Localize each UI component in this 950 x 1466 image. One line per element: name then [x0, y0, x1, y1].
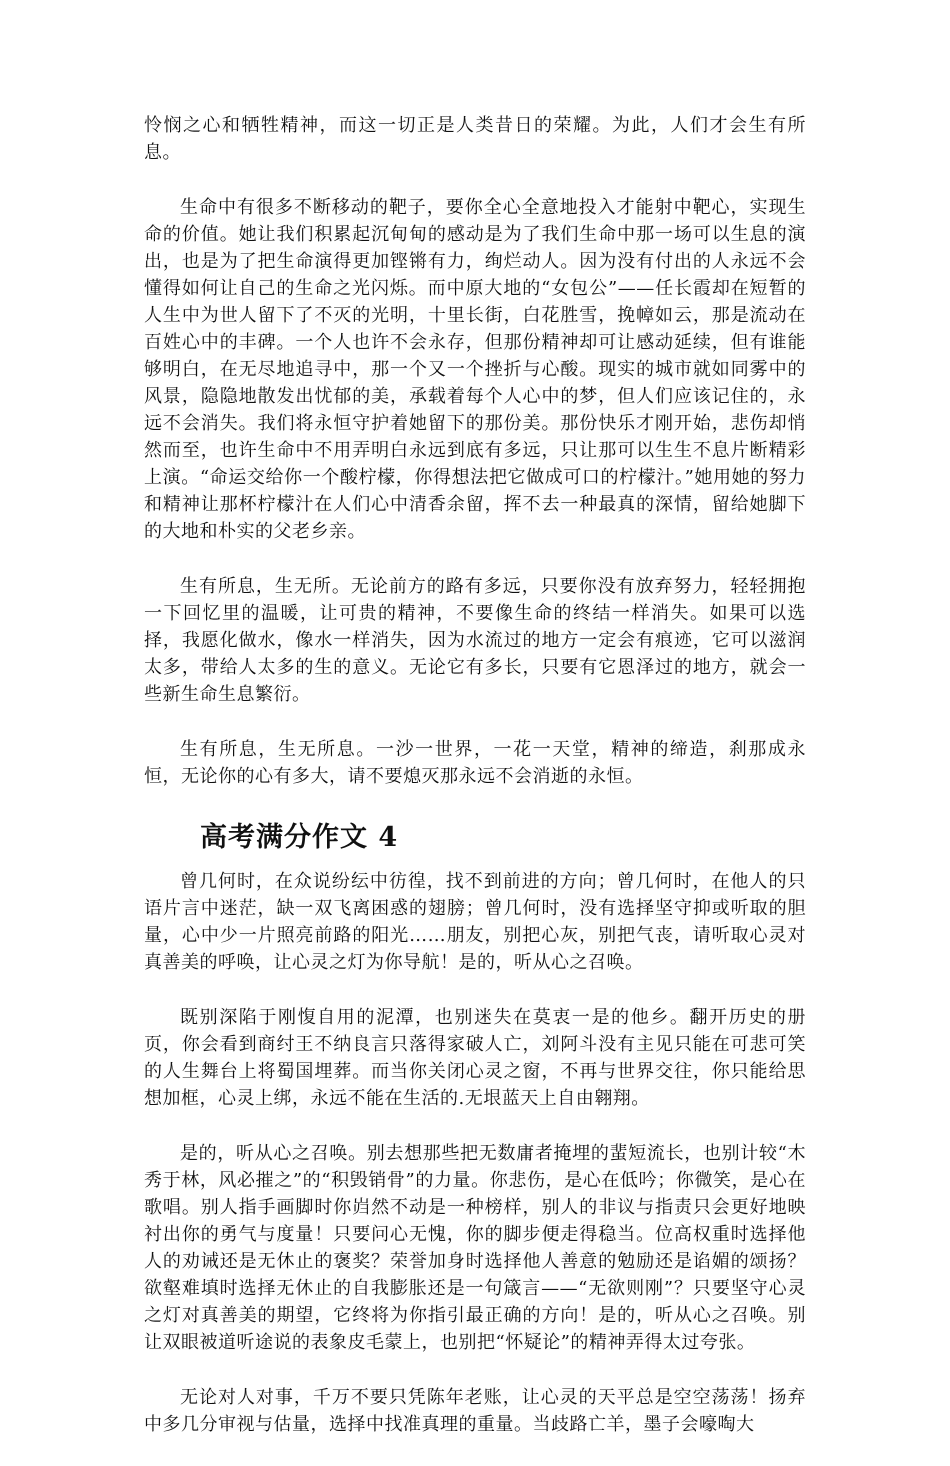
document-page [144, 112, 806, 1466]
paragraph: 生命中有很多不断移动的靶子，要你全心全意地投入才能射中靶心，实现生命的价值。她让我们积累起沉甸甸的感动是为了我们生命中那一场可以生息的演出，也是为了把生命演得更加铿锵有力，绚烂动人。因为没有付出的人永远不会懂得如何让自己的生命之光闪烁。而中原大地的“女包公”——任长霞却在短暂的人生中为世人留下了不灭的光明，十里长街，白花胜雪，挽幛如云，那是流动在百姓心中的丰碑。一个人也许不会永存，但那份精神却可让感动延续，但有谁能够明白，在无尽地追寻中，那一个又一个挫折与心酸。现实的城市就如同雾中的风景，隐隐地散发出忧郁的美，承载着每个人心中的梦，但人们应该记住的，永远不会消失。我们将永恒守护着她留下的那份美。那份快乐才刚开始，悲伤却悄然而至，也许生命中不用弄明白永远到底有多远，只让那可以生生不息片断精彩上演。“命运交给你一个酸柠檬，你得想法把它做成可口的柠檬汁。”她用她的努力和精神让那杯柠檬汁在人们心中清香余留，挥不去一种最真的深情，留给她脚下的大地和朴实的父老乡亲。 [144, 197, 806, 542]
paragraph-continued: 怜悯之心和牺牲精神，而这一切正是人类昔日的荣耀。为此，人们才会生有所息。 [144, 115, 806, 163]
paragraph: 生有所息，生无所息。一沙一世界，一花一天堂，精神的缔造，刹那成永恒，无论你的心有多大，请不要熄灭那永远不会消逝的永恒。 [144, 739, 806, 787]
paragraph: 既别深陷于刚愎自用的泥潭，也别迷失在莫衷一是的他乡。翻开历史的册页，你会看到商纣王不纳良言只落得家破人亡，刘阿斗没有主见只能在可悲可笑的人生舞台上将蜀国埋葬。而当你关闭心灵之窗，不再与世界交往，你只能给思想加框，心灵上绑，永远不能在生活的.无垠蓝天上自由翱翔。 [144, 1007, 806, 1109]
paragraph: 无论对人对事，千万不要只凭陈年老账，让心灵的天平总是空空荡荡！扬弃中多几分审视与估量，选择中找准真理的重量。当歧路亡羊，墨子会嚎啕大 [144, 1387, 806, 1435]
paragraph: 生有所息，生无所。无论前方的路有多远，只要你没有放弃努力，轻轻拥抱一下回忆里的温暖，让可贵的精神，不要像生命的终结一样消失。如果可以选择，我愿化做水，像水一样消失，因为水流过的地方一定会有痕迹，它可以滋润太多，带给人太多的生的意义。无论它有多长，只要有它恩泽过的地方，就会一些新生命生息繁衍。 [144, 576, 806, 705]
paragraph: 是的，听从心之召唤。别去想那些把无数庸者掩埋的蜚短流长，也别计较“木秀于林，风必摧之”的“积毁销骨”的力量。你悲伤，是心在低吟；你微笑，是心在歌唱。别人指手画脚时你岿然不动是一种榜样，别人的非议与指责只会更好地映衬出你的勇气与度量！只要问心无愧，你的脚步便走得稳当。位高权重时选择他人的劝诫还是无休止的褒奖？荣誉加身时选择他人善意的勉励还是谄媚的颂扬？欲壑难填时选择无休止的自我膨胀还是一句箴言——“无欲则刚”？只要坚守心灵之灯对真善美的期望，它终将为你指引最正确的方向！是的，听从心之召唤。别让双眼被道听途说的表象皮毛蒙上，也别把“怀疑论”的精神弄得太过夸张。 [144, 1143, 806, 1353]
paragraph: 曾几何时，在众说纷纭中彷徨，找不到前进的方向；曾几何时，在他人的只语片言中迷茫，缺一双飞离困惑的翅膀；曾几何时，没有选择坚守抑或听取的胆量，心中少一片照亮前路的阳光……朋友，别把心灰，别把气丧，请听取心灵对真善美的呼唤，让心灵之灯为你导航！是的，听从心之召唤。 [144, 871, 806, 973]
essay-heading: 高考满分作文 4 [200, 822, 399, 853]
